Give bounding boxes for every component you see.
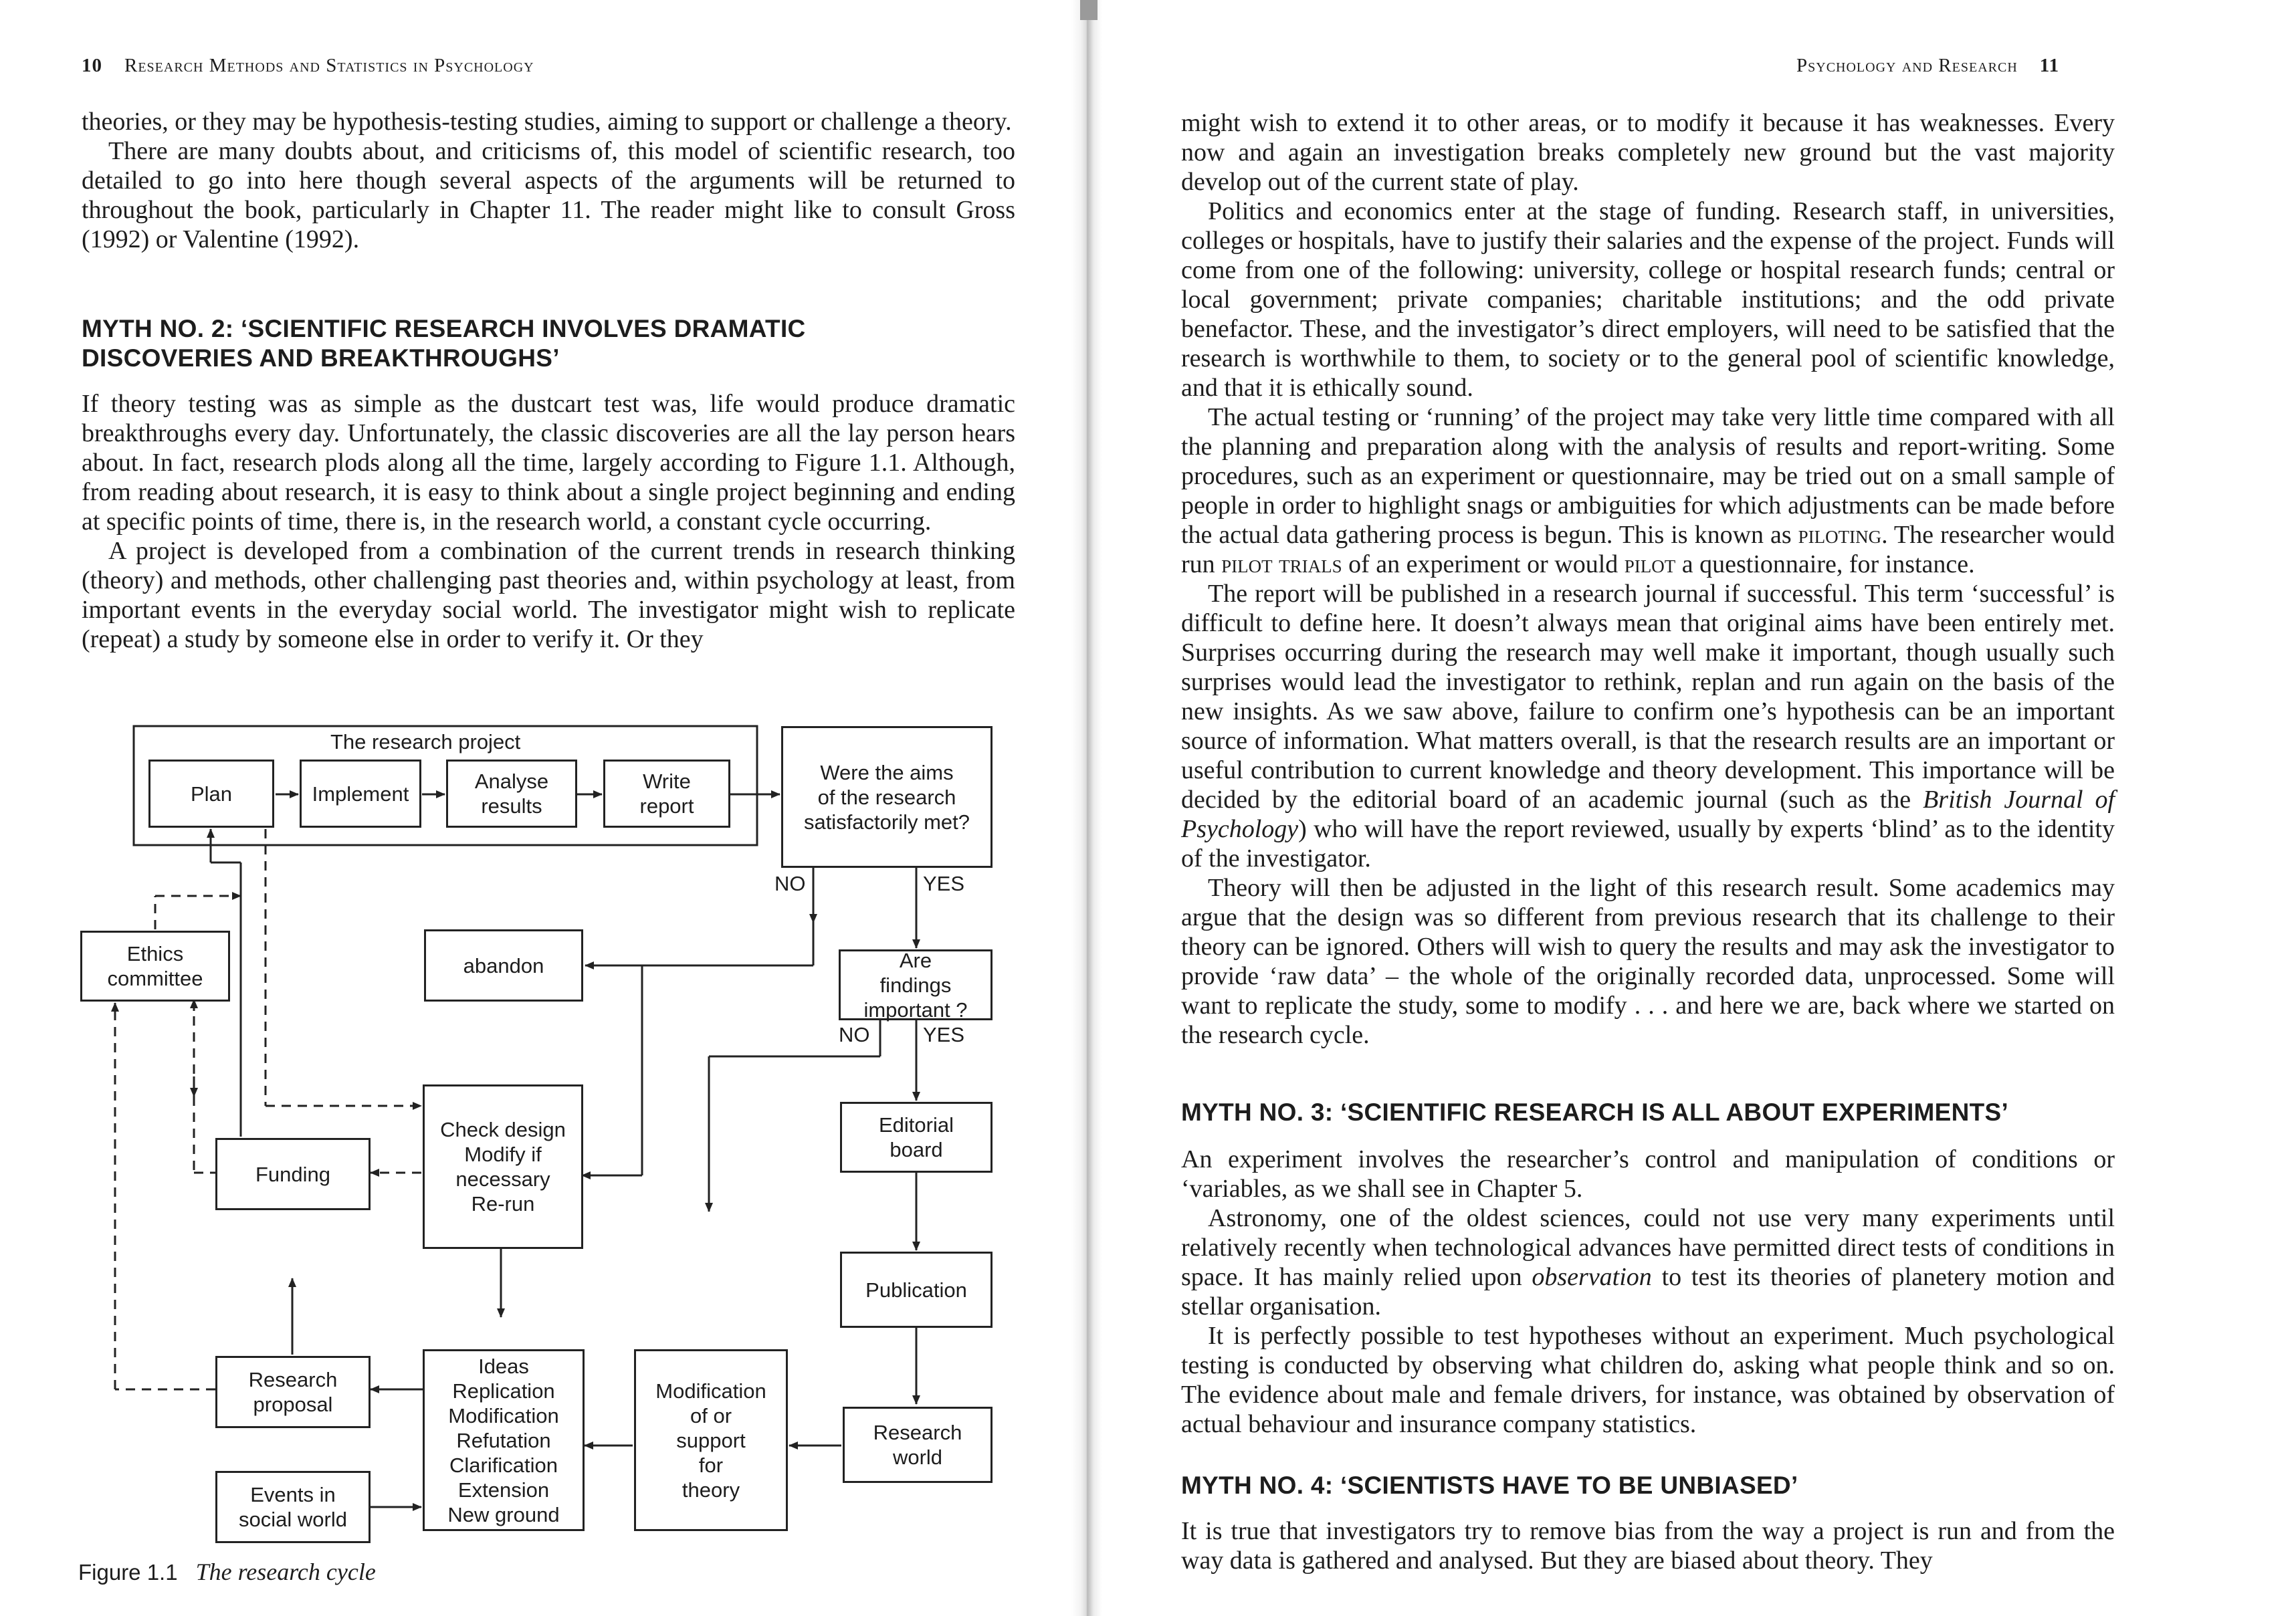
myth4-text	[1181, 1516, 2115, 1575]
check-line: necessary	[455, 1167, 550, 1191]
ideas-line: New ground	[447, 1502, 560, 1526]
figure-label: Figure 1.1	[78, 1560, 178, 1585]
aims-line: Were the aims	[820, 760, 954, 784]
publication-text: Publication	[865, 1278, 967, 1302]
myth3-para2-text: to test its theories of planetery motion and stellar organisation.	[1181, 1263, 2115, 1320]
modification-line: for	[698, 1453, 724, 1477]
term-piloting: piloting	[1798, 521, 1882, 549]
right-body-text	[1181, 108, 2115, 1050]
findings-important-box	[839, 949, 993, 1020]
para3-text: The actual testing or ‘running’ of the project may take very little time compared with all the planning and preparation along with the analysis of results and report-writing. Some procedures, such as an experiment or questionnaire, may be tried out on a small sample of people in order to highlight snags or ambiguities for which adjustments can be made before the actual data gathering process is begun. This is known as	[1181, 403, 2115, 549]
myth3-heading: MYTH NO. 3: ‘SCIENTIFIC RESEARCH IS ALL ABOUT EXPERIMENTS’	[1181, 1099, 2009, 1126]
editorial-line: Editorial	[879, 1113, 954, 1137]
ideas-line: Replication	[452, 1379, 555, 1403]
myth3-paragraph-3: It is perfectly possible to test hypotheses without an experiment. Much psychological testing is conducted by observing what children do, asking what people think and so on. The evidence about male and female drivers, for instance, was obtained by observation of actual behaviour and insurance company statistics.	[1181, 1322, 2115, 1438]
right-paragraph-3	[1181, 402, 2115, 579]
ideas-line: Clarification	[449, 1453, 558, 1477]
editorial-line: board	[890, 1138, 943, 1161]
proposal-line: Research	[248, 1368, 338, 1391]
plan-text: Plan	[190, 782, 233, 806]
write-line: report	[639, 794, 694, 818]
events-line: social world	[239, 1508, 347, 1531]
left-page	[0, 0, 1083, 1616]
research-project-label: The research project	[330, 730, 521, 754]
no-label-1: NO	[774, 872, 806, 895]
funding-box	[215, 1138, 371, 1210]
term-pilot: pilot	[1624, 550, 1676, 578]
events-social-world-box	[215, 1471, 371, 1543]
right-paragraph-5: Theory will then be adjusted in the light of this research result. Some academics may argue that the design was so different from previous research that its challenge to their theory can be ignored. Others will wish to query the results and may ask the investigator to provide ‘raw data’ – the whole of the originally recorded data, unprocessed. Some will want to replicate the study, some to modify . . . and here we are, back where we started on the research cycle.	[1181, 874, 2115, 1049]
aims-line: satisfactorily met?	[803, 810, 970, 834]
modification-theory-box	[634, 1349, 788, 1531]
funding-text: Funding	[255, 1162, 331, 1186]
ideas-box	[423, 1349, 585, 1531]
implement-box	[300, 760, 421, 828]
term-pilot-trials: pilot trials	[1221, 550, 1342, 578]
modification-line: support	[676, 1428, 746, 1452]
check-design-box	[423, 1084, 583, 1249]
myth3-paragraph-1: An experiment involves the researcher’s control and manipulation of conditions or ‘variables, as we shall see in Chapter 5.	[1181, 1145, 2115, 1203]
findings-line: Are	[899, 948, 932, 972]
ideas-line: Ideas	[478, 1354, 529, 1378]
modification-line: Modification	[655, 1379, 766, 1403]
write-line: Write	[643, 770, 691, 793]
abandon-box	[424, 929, 583, 1002]
journal-name: British Journal of Psychology	[1181, 786, 2115, 843]
myth3-paragraph-2	[1181, 1203, 2115, 1321]
para4-text: ) who will have the report reviewed, usually by experts ‘blind’ as to the identity of the investigator.	[1181, 815, 2115, 873]
right-paragraph-4	[1181, 579, 2115, 873]
research-world-box	[843, 1407, 993, 1483]
analyse-line: results	[481, 794, 542, 818]
right-paragraph-1: might wish to extend it to other areas, or to modify it because it has weaknesses. Every now and again an investigation breaks completely new ground but the vast majority develop out of the current state of play.	[1181, 109, 2115, 196]
myth4-section	[1181, 1471, 2115, 1500]
research-proposal-box	[215, 1356, 371, 1428]
modification-line: theory	[682, 1478, 740, 1502]
left-running-title: Research Methods and Statistics in Psychology	[124, 55, 534, 76]
write-report-box	[603, 760, 730, 828]
plan-box	[148, 760, 274, 828]
yes-label-2: YES	[923, 1023, 965, 1046]
modification-line: of or	[690, 1403, 732, 1427]
myth3-section	[1181, 1098, 2115, 1127]
findings-line: important ?	[863, 998, 968, 1022]
figure-title: The research cycle	[195, 1559, 376, 1585]
analyse-results-box	[446, 760, 577, 828]
page-number-left: 10	[82, 55, 102, 76]
myth4-paragraph-1: It is true that investigators try to remove bias from the way a project is run and from the way data is gathered and analysed. But they are biased about theory. They	[1181, 1517, 2115, 1575]
para4-text: The report will be published in a research journal if successful. This term ‘successful’ is difficult to define here. It doesn’t always mean that original aims have been entirely met. Surprises occurring during the research may well make it important, though usually such surprises would lead the investigator to rethink, replan and run again on the basis of the new insights. As we saw above, failure to confirm one’s hypothesis can be an important source of information. What matters overall, is that the research results are an important or useful contribution to current knowledge and theory development. This importance will be decided by the editorial board of an academic journal (such as the	[1181, 580, 2115, 814]
left-intro-paragraph-2: There are many doubts about, and criticisms of, this model of scientific research, too detailed to go into here though several aspects of the arguments will be returned to throughout the book, particularly in Chapter 11. The reader might like to consult Gross (1992) or Valentine (1992).	[82, 137, 1015, 253]
aims-line: of the research	[817, 785, 956, 809]
ideas-line: Extension	[457, 1478, 550, 1502]
analyse-line: Analyse	[474, 770, 549, 793]
myth2-heading: MYTH NO. 2: ‘SCIENTIFIC RESEARCH INVOLVES DRAMATIC DISCOVERIES AND BREAKTHROUGHS’	[82, 315, 806, 372]
ethics-committee-box	[80, 931, 230, 1002]
aims-met-box	[781, 726, 993, 868]
observation-term: observation	[1532, 1263, 1652, 1291]
ideas-line: Refutation	[456, 1428, 551, 1452]
world-line: world	[892, 1446, 943, 1469]
implement-text: Implement	[312, 782, 409, 806]
no-label-2: NO	[839, 1023, 870, 1046]
myth3-text	[1181, 1145, 2115, 1439]
para3-text: of an experiment or would	[1348, 550, 1619, 578]
publication-box	[840, 1252, 993, 1328]
right-running-head	[1796, 55, 2059, 77]
ideas-line: Modification	[448, 1403, 559, 1427]
findings-line: findings	[879, 973, 952, 997]
ethics-line: Ethics	[126, 942, 184, 965]
check-line: Modify if	[464, 1143, 542, 1166]
para3-text: . The researcher would run	[1181, 521, 2115, 578]
check-line: Re-run	[471, 1192, 535, 1216]
check-line: Check design	[440, 1118, 566, 1141]
editorial-board-box	[840, 1102, 993, 1173]
myth2-paragraph-1: If theory testing was as simple as the dustcart test was, life would produce dramatic breakthroughs every day. Unfortunately, the classic discoveries are all the lay person hears about. In fact, research plods along all the time, largely according to Figure 1.1. Although, from reading about research, it is easy to think about a single project beginning and ending at specific points of time, there is, in the research world, a constant cycle occurring.	[82, 390, 1015, 536]
yes-label-1: YES	[923, 872, 965, 895]
left-intro-paragraph-1: theories, or they may be hypothesis-testing studies, aiming to support or challenge a theory.	[82, 108, 1012, 136]
page-number-right: 11	[2039, 55, 2060, 76]
proposal-line: proposal	[253, 1393, 333, 1416]
ethics-line: committee	[107, 967, 203, 990]
abandon-text: abandon	[463, 953, 544, 977]
myth3-para2-text: Astronomy, one of the oldest sciences, could not use very many experiments until relatively recently when technological advances have permitted direct tests of conditions in space. It has mainly relied upon	[1181, 1204, 2115, 1291]
world-line: Research	[873, 1421, 962, 1444]
myth2-paragraph-2: A project is developed from a combination of the current trends in research thinking (theory) and methods, other challenging past theories and, within psychology at least, from important events in the everyday social world. The investigator might wish to replicate (repeat) a study by someone else in order to verify it. Or they	[82, 537, 1015, 653]
right-running-title: Psychology and Research	[1796, 55, 2018, 76]
para3-text: a questionnaire, for instance.	[1681, 550, 1975, 578]
right-paragraph-2: Politics and economics enter at the stage of funding. Research staff, in universities, colleges or hospitals, have to justify their salaries and the expense of the project. Funds will come from one of the following: university, college or hospital research funds; central or local government; private companies; charitable institutions; and the odd private benefactor. These, and the investigator’s direct employers, will need to be satisfied that the research is worthwhile to them, to society or to the general pool of scientific knowledge, and that it is ethically sound.	[1181, 197, 2115, 402]
figure-caption	[78, 1558, 376, 1586]
events-line: Events in	[250, 1483, 336, 1506]
myth4-heading: MYTH NO. 4: ‘SCIENTISTS HAVE TO BE UNBIASED’	[1181, 1472, 1798, 1499]
